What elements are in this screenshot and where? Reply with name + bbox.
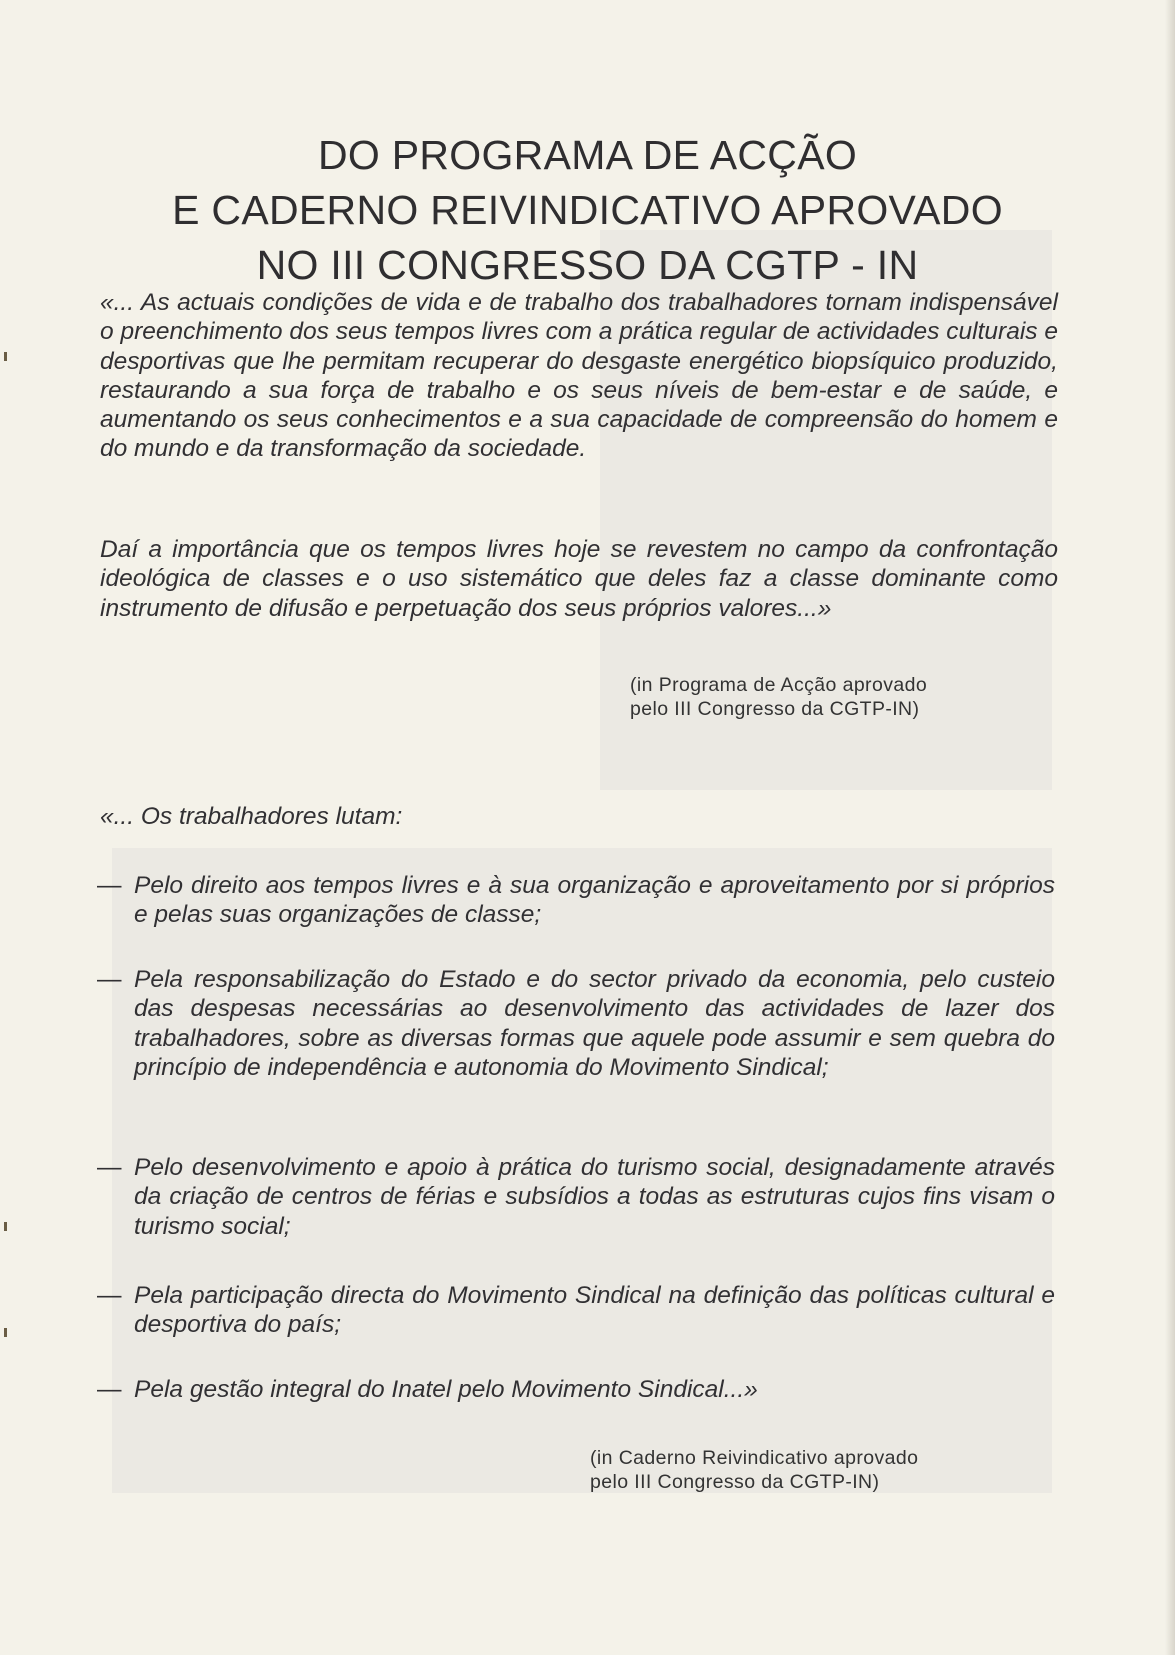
dash-marker: — (97, 1154, 122, 1181)
title-line: E CADERNO REIVINDICATIVO APROVADO (172, 187, 1003, 233)
citation-line: pelo III Congresso da CGTP-IN) (590, 1471, 880, 1493)
programa-citation (630, 673, 927, 721)
programa-paragraph-2: Daí a importância que os tempos livres hoje se revestem no campo da confrontação ideológica de classes e o uso sistemático que deles faz a classe dominante como instrumento de difusão e perpetuação dos seus próprios valores...» (100, 536, 1058, 622)
caderno-intro: «... Os trabalhadores lutam: (100, 803, 403, 830)
title-line: DO PROGRAMA DE ACÇÃO (317, 132, 858, 178)
demand-text: Pelo direito aos tempos livres e à sua organização e aproveitamento por si próprios e pelas suas organizações de classe; (134, 872, 1055, 929)
dash-marker: — (97, 1376, 122, 1403)
title-line: NO III CONGRESSO DA CGTP - IN (256, 242, 919, 288)
citation-line: (in Caderno Reivindicativo aprovado (590, 1447, 919, 1469)
demand-text: Pela responsabilização do Estado e do sector privado da economia, pelo custeio das despesas necessárias ao desenvolvimento das actividades de lazer dos trabalhadores, sobre as diversas formas que aquele pode assumir e sem quebra do princípio de independência e autonomia do Movimento Sindical; (134, 966, 1055, 1081)
citation-line: pelo III Congresso da CGTP-IN) (630, 698, 920, 720)
caderno-citation (590, 1446, 918, 1494)
dash-marker: — (97, 1282, 122, 1309)
page-edge-shadow (1165, 0, 1175, 1655)
binding-mark (4, 352, 7, 361)
demand-text: Pela participação directa do Movimento Sindical na definição das políticas cultural e desportiva do país; (134, 1282, 1055, 1339)
demand-item (97, 965, 1055, 1082)
demand-text: Pela gestão integral do Inatel pelo Movimento Sindical...» (134, 1376, 758, 1403)
dash-marker: — (97, 966, 122, 993)
binding-mark (4, 1222, 7, 1231)
demand-item (97, 871, 1055, 930)
demand-item (97, 1375, 1055, 1404)
citation-line: (in Programa de Acção aprovado (630, 674, 928, 696)
demand-text: Pelo desenvolvimento e apoio à prática do turismo social, designadamente através da criação de centros de férias e subsídios a todas as estruturas cujos fins visam o turismo social; (134, 1154, 1055, 1240)
binding-mark (4, 1328, 7, 1337)
programa-paragraph-1: «... As actuais condições de vida e de trabalho dos trabalhadores tornam indispensável o preenchimento dos seus tempos livres com a prática regular de actividades culturais e desportivas que lhe permitam recuperar do desgaste energético biopsíquico produzido, restaurando a sua força de trabalho e os seus níveis de bem-estar e de saúde, e aumentando os seus conhecimentos e a sua capacidade de compreensão do homem e do mundo e da transformação da sociedade. (100, 289, 1058, 463)
dash-marker: — (97, 872, 122, 899)
demand-item (97, 1281, 1055, 1340)
page-title (100, 128, 1075, 293)
demand-item (97, 1153, 1055, 1241)
